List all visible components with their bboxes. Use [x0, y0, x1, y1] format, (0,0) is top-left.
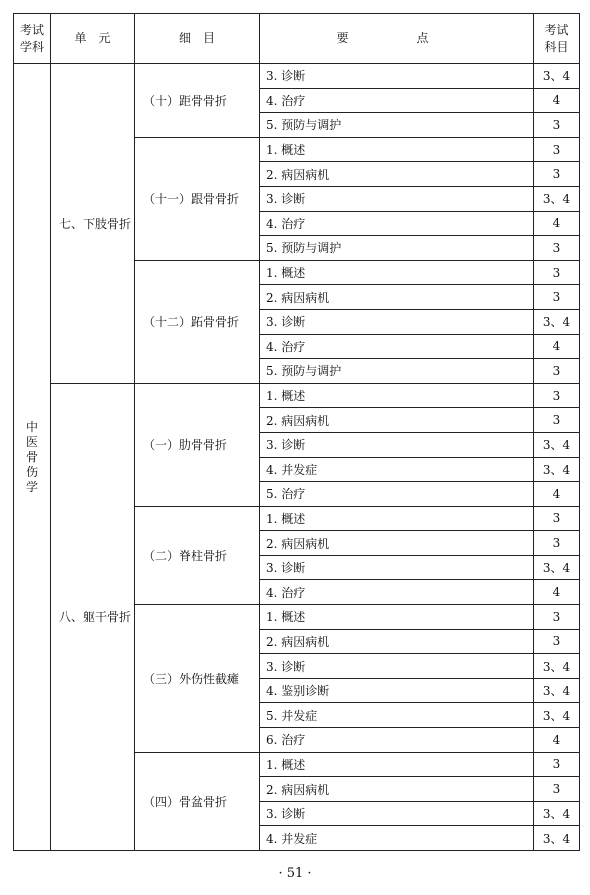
exam-subject-cell: 4 — [534, 88, 580, 113]
exam-subject-cell: 4 — [534, 211, 580, 236]
point-cell: 2. 病因病机 — [260, 162, 534, 187]
point-cell: 4. 治疗 — [260, 334, 534, 359]
exam-subject-cell: 3、4 — [534, 826, 580, 851]
table-row — [14, 383, 580, 408]
point-cell: 2. 病因病机 — [260, 629, 534, 654]
exam-subject-cell: 3 — [534, 260, 580, 285]
exam-subject-cell: 3、4 — [534, 309, 580, 334]
point-cell: 3. 诊断 — [260, 432, 534, 457]
exam-subject-cell: 3、4 — [534, 64, 580, 89]
exam-subject-cell: 3、4 — [534, 457, 580, 482]
exam-subject-cell: 3 — [534, 408, 580, 433]
header-unit: 单 元 — [51, 14, 135, 64]
point-cell: 5. 并发症 — [260, 703, 534, 728]
exam-subject-cell: 4 — [534, 334, 580, 359]
exam-subject-cell: 3、4 — [534, 703, 580, 728]
point-cell: 1. 概述 — [260, 260, 534, 285]
point-cell: 4. 治疗 — [260, 88, 534, 113]
point-cell: 5. 预防与调护 — [260, 113, 534, 138]
exam-subject-cell: 3、4 — [534, 678, 580, 703]
exam-subject-cell: 3、4 — [534, 654, 580, 679]
exam-subject-cell: 3 — [534, 285, 580, 310]
exam-subject-cell: 3 — [534, 236, 580, 261]
table-body — [14, 64, 580, 851]
exam-outline-table — [13, 13, 580, 851]
exam-subject-cell: 3 — [534, 383, 580, 408]
exam-subject-cell: 3 — [534, 777, 580, 802]
unit-cell: 八、躯干骨折 — [51, 383, 135, 850]
point-cell: 2. 病因病机 — [260, 777, 534, 802]
point-cell: 5. 治疗 — [260, 482, 534, 507]
exam-subject-cell: 3、4 — [534, 801, 580, 826]
point-cell: 5. 预防与调护 — [260, 359, 534, 384]
point-cell: 3. 诊断 — [260, 309, 534, 334]
point-cell: 1. 概述 — [260, 605, 534, 630]
point-cell: 3. 诊断 — [260, 654, 534, 679]
detail-cell: （十二）跖骨骨折 — [135, 260, 260, 383]
exam-subject-cell: 3、4 — [534, 555, 580, 580]
exam-subject-cell: 3 — [534, 113, 580, 138]
point-cell: 5. 预防与调护 — [260, 236, 534, 261]
subject-name: 中医骨伤学 — [25, 419, 38, 494]
point-cell: 4. 并发症 — [260, 457, 534, 482]
table-row — [14, 64, 580, 89]
detail-cell: （四）骨盆骨折 — [135, 752, 260, 850]
exam-subject-cell: 3 — [534, 162, 580, 187]
header-detail: 细 目 — [135, 14, 260, 64]
exam-subject-cell: 3 — [534, 506, 580, 531]
point-cell: 4. 鉴别诊断 — [260, 678, 534, 703]
exam-subject-cell: 3 — [534, 605, 580, 630]
detail-cell: （二）脊柱骨折 — [135, 506, 260, 604]
point-cell: 1. 概述 — [260, 752, 534, 777]
page-number: · 51 · — [278, 866, 312, 881]
detail-cell: （十）距骨骨折 — [135, 64, 260, 138]
header-subject: 考试学科 — [14, 14, 51, 64]
exam-subject-cell: 3、4 — [534, 432, 580, 457]
exam-subject-cell: 4 — [534, 728, 580, 753]
point-cell: 3. 诊断 — [260, 64, 534, 89]
point-cell: 4. 治疗 — [260, 580, 534, 605]
point-cell: 1. 概述 — [260, 506, 534, 531]
point-cell: 3. 诊断 — [260, 801, 534, 826]
point-cell: 6. 治疗 — [260, 728, 534, 753]
point-cell: 2. 病因病机 — [260, 531, 534, 556]
point-cell: 1. 概述 — [260, 383, 534, 408]
header-exam-subject: 考试科目 — [534, 14, 580, 64]
detail-cell: （十一）跟骨骨折 — [135, 137, 260, 260]
subject-cell — [14, 64, 51, 851]
point-cell: 1. 概述 — [260, 137, 534, 162]
exam-subject-cell: 3 — [534, 752, 580, 777]
table-header-row — [14, 14, 580, 64]
point-cell: 2. 病因病机 — [260, 285, 534, 310]
point-cell: 2. 病因病机 — [260, 408, 534, 433]
point-cell: 3. 诊断 — [260, 555, 534, 580]
exam-subject-cell: 3 — [534, 531, 580, 556]
unit-cell: 七、下肢骨折 — [51, 64, 135, 384]
exam-subject-cell: 3 — [534, 137, 580, 162]
point-cell: 4. 治疗 — [260, 211, 534, 236]
detail-cell: （三）外伤性截瘫 — [135, 605, 260, 753]
exam-subject-cell: 4 — [534, 580, 580, 605]
detail-cell: （一）肋骨骨折 — [135, 383, 260, 506]
header-point: 要 点 — [260, 14, 534, 64]
exam-subject-cell: 3 — [534, 629, 580, 654]
exam-subject-cell: 3 — [534, 359, 580, 384]
exam-subject-cell: 4 — [534, 482, 580, 507]
point-cell: 4. 并发症 — [260, 826, 534, 851]
exam-subject-cell: 3、4 — [534, 186, 580, 211]
point-cell: 3. 诊断 — [260, 186, 534, 211]
